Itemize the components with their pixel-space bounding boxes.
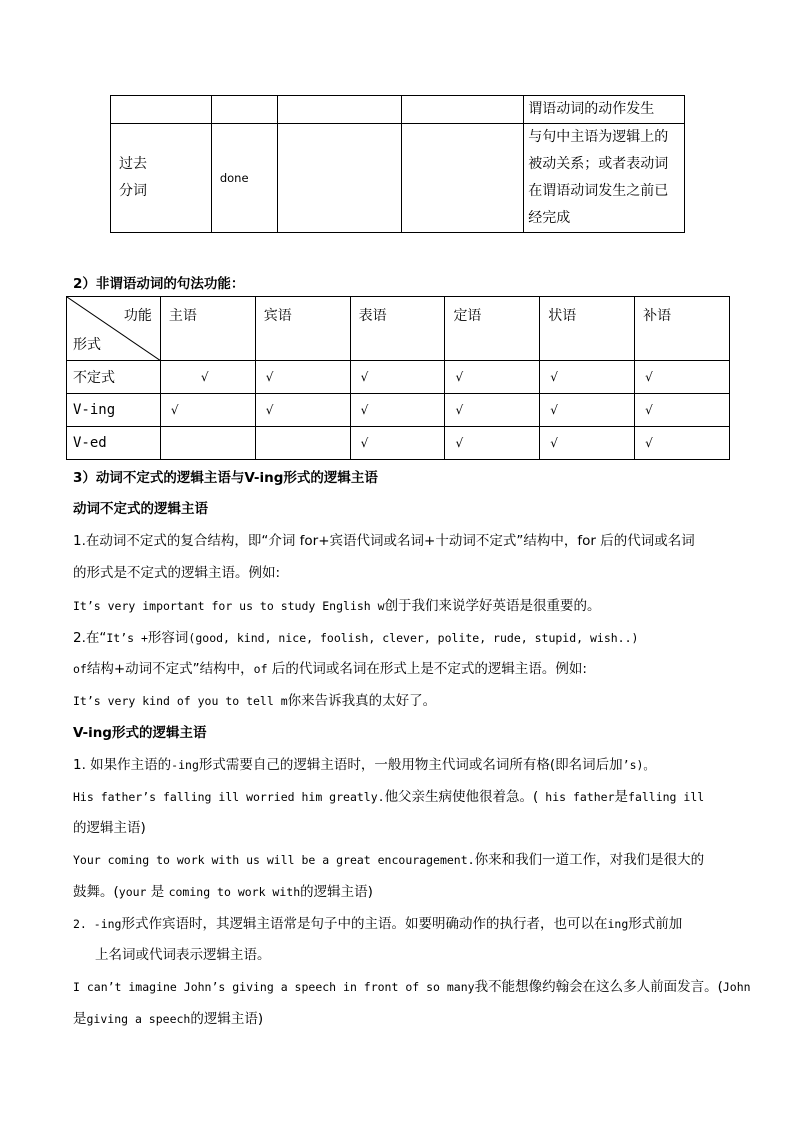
check-mark: √ [445, 427, 540, 460]
table-row [67, 361, 730, 394]
check-mark: √ [540, 427, 635, 460]
subsection-heading: V-ing形式的逻辑主语 [73, 725, 207, 741]
check-mark: √ [540, 361, 635, 394]
example-sentence: 是giving a speech的逻辑主语) [73, 1011, 264, 1027]
table-row [67, 394, 730, 427]
non-finite-forms-table [110, 95, 685, 233]
column-header: 定语 [445, 297, 540, 361]
table-row [67, 427, 730, 460]
check-mark: √ [255, 394, 350, 427]
check-mark: √ [635, 361, 730, 394]
example-sentence: 的逻辑主语) [73, 820, 146, 836]
paragraph-line: 2.在“It’s +形容词(good, kind, nice, foolish, clever, polite, rude, stupid, wish..) [73, 630, 639, 646]
check-mark: √ [350, 361, 445, 394]
column-header: 表语 [350, 297, 445, 361]
check-mark: √ [445, 394, 540, 427]
paragraph-line: 1.在动词不定式的复合结构，即“介词 for+宾语代词或名词+十动词不定式”结构中，for 后的代词或名词 [73, 533, 695, 549]
paragraph-line: 2. -ing形式作宾语时，其逻辑主语常是句子中的主语。如要明确动作的执行者，也可以在ing形式前加 [73, 916, 683, 932]
column-header: 宾语 [255, 297, 350, 361]
check-mark [160, 427, 255, 460]
column-header: 补语 [635, 297, 730, 361]
check-mark: √ [160, 361, 255, 394]
table-header-row [67, 297, 730, 361]
column-header: 状语 [540, 297, 635, 361]
table-row [111, 96, 685, 124]
check-mark: √ [160, 394, 255, 427]
check-mark: √ [350, 427, 445, 460]
row-label: 不定式 [67, 361, 161, 394]
row-label: V-ing [67, 394, 161, 427]
section-heading: 3）动词不定式的逻辑主语与V-ing形式的逻辑主语 [73, 470, 378, 486]
example-sentence: Your coming to work with us will be a great encouragement.你来和我们一道工作，对我们是很大的 [73, 852, 705, 868]
column-header: 主语 [160, 297, 255, 361]
section-heading: 2）非谓语动词的句法功能： [73, 276, 245, 292]
example-sentence: 鼓舞。(your 是 coming to work with的逻辑主语) [73, 884, 373, 900]
row-label: V-ed [67, 427, 161, 460]
check-mark: √ [255, 361, 350, 394]
subsection-heading: 动词不定式的逻辑主语 [73, 501, 208, 517]
table-cell: 过去 分词 [111, 124, 212, 233]
example-sentence: It’s very kind of you to tell m你来告诉我真的太好了。 [73, 693, 437, 709]
diagonal-header-cell: 功能 形式 [67, 297, 161, 361]
table-cell: done [211, 124, 277, 233]
example-sentence: It’s very important for us to study English w创于我们来说学好英语是很重要的。 [73, 598, 601, 614]
table-cell: 与句中主语为逻辑上的 被动关系；或者表动词 在谓语动词发生之前已 经完成 [524, 124, 685, 233]
check-mark: √ [540, 394, 635, 427]
paragraph-line: of结构+动词不定式”结构中，of 后的代词或名词在形式上是不定式的逻辑主语。例如: [73, 661, 587, 677]
check-mark: √ [635, 394, 730, 427]
paragraph-line: 1. 如果作主语的-ing形式需要自己的逻辑主语时，一般用物主代词或名词所有格(即名词后加’s)。 [73, 757, 655, 773]
syntactic-function-table [66, 296, 730, 460]
check-mark: √ [350, 394, 445, 427]
check-mark: √ [445, 361, 540, 394]
example-sentence: His father’s falling ill worried him greatly.他父亲生病使他很着急。( his father是falling ill [73, 789, 705, 805]
example-sentence: I can’t imagine John’s giving a speech in front of so many我不能想像约翰会在这么多人前面发言。(John [73, 979, 751, 995]
table-row [111, 124, 685, 233]
check-mark [255, 427, 350, 460]
table-cell: 谓语动词的动作发生 [524, 96, 685, 124]
paragraph-line: 上名词或代词表示逻辑主语。 [95, 947, 271, 963]
paragraph-line: 的形式是不定式的逻辑主语。例如: [73, 565, 281, 581]
check-mark: √ [635, 427, 730, 460]
